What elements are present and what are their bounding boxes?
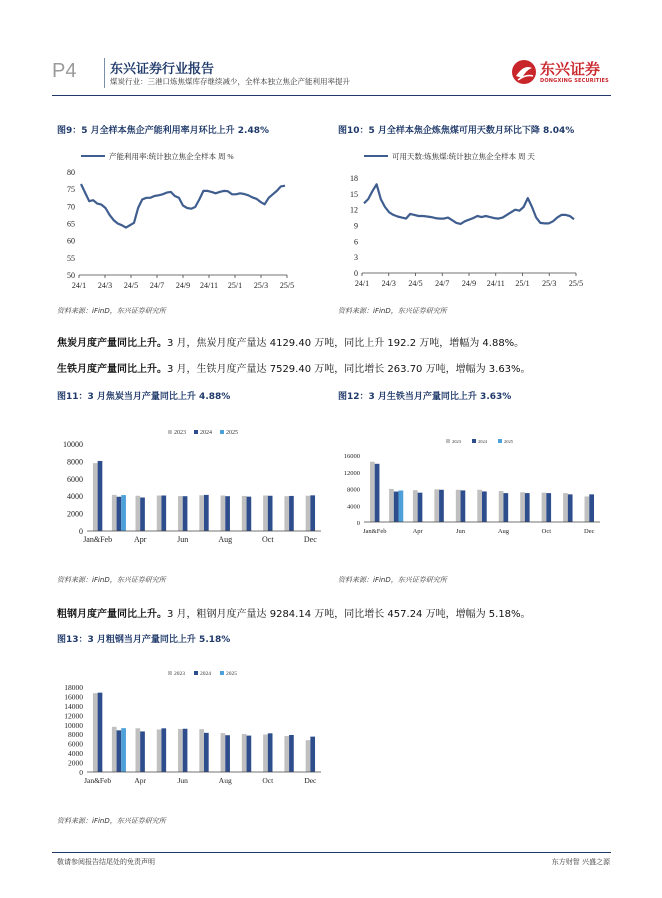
- x-tick-label: Dec: [304, 776, 317, 785]
- y-tick-label: 15: [350, 189, 358, 199]
- y-tick-label: 2000: [68, 758, 83, 768]
- y-tick-label: 4000: [67, 492, 83, 502]
- bar-2024: [310, 495, 315, 531]
- bar-2024: [310, 737, 315, 772]
- bar-2024: [140, 731, 145, 772]
- y-tick-label: 18000: [64, 683, 83, 692]
- x-tick-label: Aug: [497, 528, 510, 535]
- bar-2023: [284, 496, 289, 531]
- bar-2023: [306, 740, 311, 772]
- fig9-line-chart: [57, 142, 297, 294]
- bar-2023: [157, 496, 162, 531]
- fig10-title: 图10：5 月全样本焦企炼焦煤可用天数月环比下降 8.04%: [338, 126, 575, 136]
- bar-2024: [589, 494, 594, 522]
- bar-2024: [204, 733, 209, 772]
- y-tick-label: 10000: [63, 440, 83, 449]
- x-tick-label: 24/3: [381, 279, 396, 288]
- x-tick-label: Oct: [262, 535, 274, 544]
- x-tick-label: Oct: [541, 528, 552, 535]
- y-tick-label: 16000: [64, 692, 83, 702]
- footer-slogan: 东方财智 兴盛之源: [551, 858, 610, 866]
- bar-2024: [204, 495, 209, 531]
- x-tick-label: 24/7: [149, 281, 165, 290]
- bar-2024: [503, 493, 508, 522]
- x-tick-label: Jan&Feb: [84, 776, 112, 785]
- legend-label: 2023: [452, 439, 461, 444]
- fig9-source: 资料来源：iFinD，东兴证券研究所: [57, 307, 166, 315]
- bar-2024: [225, 735, 230, 772]
- bar-2023: [499, 491, 504, 522]
- y-tick-label: 16000: [343, 453, 360, 460]
- bar-2023: [542, 493, 547, 522]
- legend-swatch: [220, 430, 224, 434]
- y-tick-label: 3: [354, 253, 358, 263]
- bar-2023: [434, 489, 439, 522]
- y-tick-label: 14000: [64, 701, 83, 711]
- y-tick-label: 6000: [67, 474, 83, 484]
- y-tick-label: 0: [356, 520, 360, 527]
- fig13-bar-chart: [57, 667, 327, 791]
- bar-2024: [161, 728, 166, 772]
- x-tick-label: 24/3: [97, 281, 113, 290]
- bar-2024: [568, 494, 573, 522]
- y-tick-label: 55: [67, 253, 75, 263]
- bar-2023: [93, 693, 98, 772]
- bar-2024: [482, 491, 487, 522]
- x-tick-label: Dec: [303, 535, 317, 544]
- header-divider: [104, 58, 105, 88]
- bar-2024: [140, 498, 145, 531]
- bar-2024: [375, 464, 380, 522]
- bar-2024: [161, 496, 166, 531]
- bar-2023: [242, 496, 247, 531]
- page-number: P4: [52, 60, 77, 82]
- x-tick-label: 25/3: [542, 279, 557, 288]
- series-line: [364, 184, 574, 224]
- legend-label: 可用天数:炼焦煤:统计独立焦企全样本 周 天: [392, 152, 535, 161]
- bar-2024: [98, 693, 103, 772]
- fig10-line-chart: [338, 142, 583, 294]
- bar-2024: [98, 461, 103, 531]
- paragraph-coke-lead: 焦炭月度产量同比上升。: [57, 338, 167, 349]
- y-tick-label: 8000: [347, 486, 360, 494]
- bar-2025: [121, 728, 126, 772]
- x-tick-label: Jan&Feb: [83, 535, 113, 544]
- x-tick-label: 24/9: [175, 281, 191, 290]
- y-tick-label: 60: [67, 236, 75, 246]
- x-tick-label: 25/1: [515, 279, 530, 288]
- report-company-title: 东兴证券行业报告: [110, 62, 215, 77]
- y-tick-label: 8000: [67, 457, 83, 467]
- y-tick-label: 4000: [347, 503, 360, 511]
- legend-label: 2023: [174, 430, 186, 436]
- bar-2023: [477, 490, 482, 522]
- x-tick-label: 25/1: [227, 281, 243, 290]
- bar-2023: [221, 496, 226, 531]
- fig9-title: 图9：5 月全样本焦企产能利用率月环比上升 2.48%: [57, 126, 270, 136]
- bar-2024: [117, 730, 122, 772]
- legend-swatch: [168, 671, 172, 675]
- y-tick-label: 0: [79, 768, 83, 777]
- legend-swatch: [472, 439, 476, 443]
- y-tick-label: 6000: [68, 739, 83, 749]
- bar-2023: [93, 463, 98, 531]
- y-tick-label: 12000: [64, 711, 83, 721]
- y-tick-label: 50: [67, 271, 75, 280]
- x-tick-label: 24/5: [123, 281, 139, 290]
- y-tick-label: 80: [67, 168, 75, 177]
- bar-2024: [546, 493, 551, 522]
- bar-2023: [136, 496, 141, 531]
- y-tick-label: 70: [67, 202, 75, 212]
- x-tick-label: 24/1: [71, 281, 87, 290]
- y-tick-label: 2000: [67, 509, 83, 519]
- y-tick-label: 4000: [68, 749, 83, 759]
- y-tick-label: 75: [67, 185, 75, 195]
- fig12-source: 资料来源：iFinD，东兴证券研究所: [338, 576, 447, 584]
- x-tick-label: 24/9: [461, 279, 477, 288]
- x-tick-label: 25/3: [253, 281, 269, 290]
- x-tick-label: Jun: [177, 776, 188, 785]
- fig13-title: 图13：3 月粗钢当月产量同比上升 5.18%: [57, 635, 231, 645]
- x-tick-label: Jun: [456, 528, 466, 535]
- x-tick-label: Apr: [134, 776, 147, 785]
- bar-2025: [121, 495, 126, 531]
- legend-label: 2024: [200, 430, 212, 436]
- x-tick-label: Dec: [584, 528, 595, 535]
- bar-2024: [394, 492, 399, 522]
- bar-2023: [112, 727, 117, 772]
- bar-2023: [563, 493, 568, 522]
- paragraph-coke: [57, 334, 524, 349]
- bar-2024: [247, 497, 252, 531]
- legend-swatch: [168, 430, 172, 434]
- x-tick-label: 24/7: [435, 279, 450, 288]
- y-tick-label: 0: [79, 527, 83, 536]
- bar-2024: [225, 496, 230, 531]
- bar-2023: [389, 489, 394, 522]
- x-tick-label: 24/11: [486, 279, 505, 288]
- bar-2023: [136, 728, 141, 772]
- bar-2023: [370, 462, 375, 522]
- bar-2023: [242, 734, 247, 772]
- legend-label: 2025: [226, 671, 237, 677]
- bar-2024: [183, 496, 188, 531]
- legend-label: 2023: [174, 671, 185, 677]
- bar-2024: [461, 490, 466, 522]
- legend-label: 2024: [478, 439, 487, 444]
- legend-swatch: [498, 439, 502, 443]
- x-tick-label: Jan&Feb: [362, 528, 387, 535]
- bar-2023: [112, 495, 117, 531]
- legend-label: 2025: [504, 439, 513, 444]
- y-tick-label: 65: [67, 219, 75, 229]
- legend-label: 2024: [200, 671, 211, 677]
- y-tick-label: 0: [354, 269, 358, 278]
- header-rule: [52, 95, 611, 96]
- x-tick-label: Oct: [262, 776, 274, 785]
- bar-2023: [456, 490, 461, 522]
- y-tick-label: 9: [354, 221, 358, 231]
- x-tick-label: 25/5: [279, 281, 295, 290]
- series-line: [81, 184, 285, 228]
- footer-rule: [52, 852, 611, 853]
- fig10-source: 资料来源：iFinD，东兴证券研究所: [338, 307, 447, 315]
- x-tick-label: Aug: [218, 776, 232, 785]
- bar-2023: [178, 729, 183, 772]
- bar-2023: [221, 733, 226, 772]
- bar-2024: [247, 736, 252, 772]
- paragraph-steel: [57, 605, 531, 620]
- x-tick-label: Aug: [218, 535, 233, 544]
- bar-2024: [525, 493, 530, 522]
- x-tick-label: Jun: [177, 535, 189, 544]
- y-tick-label: 6: [354, 237, 358, 247]
- bar-2024: [439, 490, 444, 522]
- bar-2024: [183, 729, 188, 772]
- footer-disclaimer: 敬请参阅报告结尾处的免责声明: [57, 858, 155, 866]
- x-tick-label: 25/5: [568, 279, 583, 288]
- bar-2023: [157, 729, 162, 772]
- report-subtitle: 煤炭行业：三港口炼焦煤库存继续减少，全样本独立焦企产能利用率提升: [110, 77, 350, 86]
- y-tick-label: 10000: [64, 720, 83, 730]
- legend-swatch: [194, 671, 198, 675]
- fig12-bar-chart: [338, 435, 608, 539]
- x-tick-label: 24/11: [200, 281, 218, 290]
- bar-2023: [263, 496, 268, 531]
- bar-2024: [289, 735, 294, 772]
- legend-swatch: [194, 430, 198, 434]
- legend-swatch: [446, 439, 450, 443]
- bar-2023: [306, 496, 311, 531]
- paragraph-coke-body: 3 月，焦炭月度产量达 4129.40 万吨，同比上升 192.2 万吨，增幅为 4.88%。: [167, 338, 525, 349]
- bar-2024: [268, 496, 273, 531]
- bar-2023: [585, 496, 590, 522]
- legend-swatch: [220, 671, 224, 675]
- bar-2023: [520, 492, 525, 522]
- bar-2024: [289, 496, 294, 531]
- bar-2023: [284, 736, 289, 772]
- x-tick-label: Apr: [133, 535, 147, 544]
- fig11-title: 图11：3 月焦炭当月产量同比上升 4.88%: [57, 392, 231, 402]
- x-tick-label: 24/5: [408, 279, 423, 288]
- fig13-source: 资料来源：iFinD，东兴证券研究所: [57, 817, 166, 825]
- bar-2025: [399, 490, 404, 522]
- legend-label: 产能利用率:统计独立焦企全样本 周 %: [109, 152, 234, 161]
- paragraph-pigiron-lead: 生铁月度产量同比上升。: [57, 364, 167, 375]
- paragraph-pigiron: [57, 360, 531, 375]
- y-tick-label: 18: [350, 174, 358, 183]
- bar-2024: [117, 497, 122, 531]
- paragraph-steel-body: 3 月，粗钢月度产量达 9284.14 万吨，同比增长 457.24 万吨，增幅为 5.18%。: [167, 609, 531, 620]
- x-tick-label: 24/1: [354, 279, 370, 288]
- y-tick-label: 8000: [68, 730, 83, 740]
- logo-cn-text: 东兴证券: [540, 60, 601, 78]
- bar-2023: [263, 735, 268, 772]
- y-tick-label: 12000: [343, 469, 360, 477]
- company-logo: [510, 56, 610, 92]
- logo-en-text: DONGXING SECURITIES: [540, 78, 609, 84]
- fig11-source: 资料来源：iFinD，东兴证券研究所: [57, 576, 166, 584]
- fig12-title: 图12：3 月生铁当月产量同比上升 3.63%: [338, 392, 512, 402]
- bar-2024: [418, 493, 423, 522]
- legend-label: 2025: [226, 430, 238, 436]
- paragraph-steel-lead: 粗钢月度产量同比上升。: [57, 609, 167, 620]
- paragraph-pigiron-body: 3 月，生铁月度产量达 7529.40 万吨，同比增长 263.70 万吨，增幅为 3.63%。: [167, 364, 531, 375]
- bar-2023: [178, 496, 183, 531]
- bar-2023: [199, 729, 204, 772]
- x-tick-label: Apr: [412, 528, 423, 535]
- bar-2024: [268, 733, 273, 772]
- bar-2023: [199, 495, 204, 531]
- bar-2023: [413, 490, 418, 522]
- y-tick-label: 12: [350, 205, 358, 215]
- fig11-bar-chart: [57, 424, 327, 550]
